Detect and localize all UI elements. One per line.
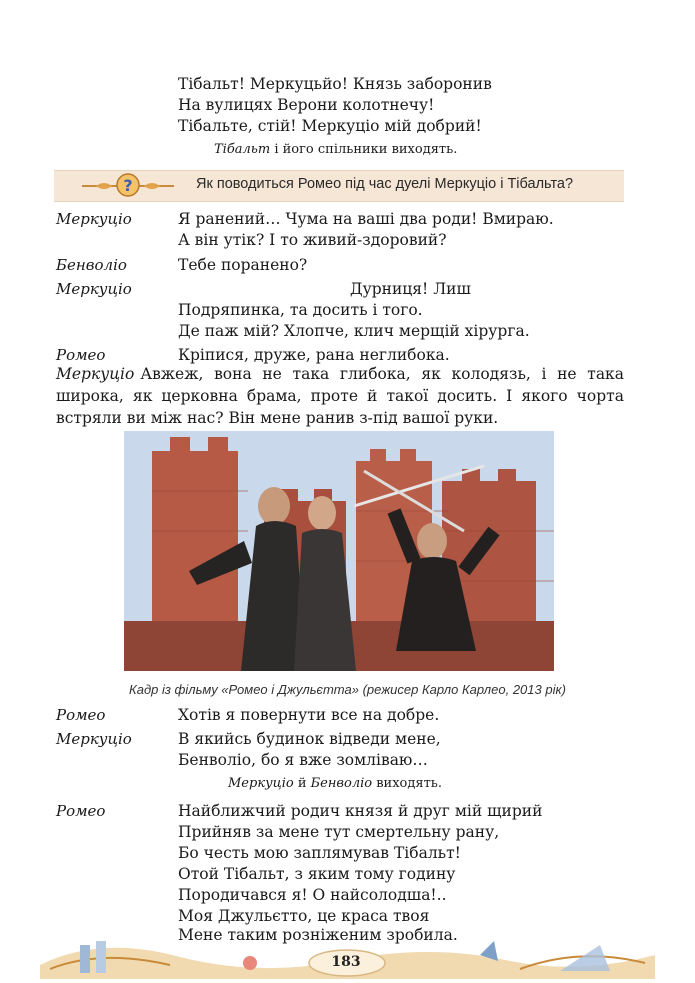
dialogue-line: Я ранений… Чума на ваші два роди! Вмираю. xyxy=(178,210,554,228)
dialogue-line: Кріпися, друже, рана неглибока. xyxy=(178,346,450,364)
speaker-name: Меркуціо xyxy=(56,365,135,383)
dialogue-line: Бенволіо, бо я вже зомліваю… xyxy=(178,751,428,769)
dialogue-line: В якийсь будинок відведи мене, xyxy=(178,730,441,748)
speaker-name: Ромео xyxy=(56,706,106,724)
stage-name: Тібальт xyxy=(214,142,271,157)
film-still-image xyxy=(124,431,554,671)
dialogue-line: Моя Джульєтто, це краса твоя xyxy=(178,907,430,925)
dialogue-line: Породичався я! О найсолодша!.. xyxy=(178,886,447,904)
dialogue-line: Найближчий родич князя й друг мій щирий xyxy=(178,802,543,820)
verse-line: На вулицях Верони колотнечу! xyxy=(178,96,435,114)
stage-direction xyxy=(214,141,457,159)
speaker-name: Меркуціо xyxy=(56,280,132,298)
stage-name: Бенволіо xyxy=(310,776,373,791)
dialogue-line: Тебе поранено? xyxy=(178,256,308,274)
speaker-name: Ромео xyxy=(56,346,106,364)
dialogue-line: Де паж мій? Хлопче, клич мерщій хірурга. xyxy=(178,322,530,340)
prose-text: Авжеж, вона не така глибока, як колодязь, і не така широка, як церковна брама, проте й такої досить. І якого чорта встряли ви між нас? Він мене ранив з-під вашої руки. xyxy=(56,365,624,427)
verse-line: Тібальт! Меркуцьйо! Князь заборонив xyxy=(178,75,492,93)
speaker-name: Бенволіо xyxy=(56,256,127,274)
stage-rest: виходять. xyxy=(372,776,442,791)
dialogue-line: А він утік? І то живий-здоровий? xyxy=(178,231,447,249)
question-text: Як поводиться Ромео під час дуелі Меркуціо і Тібальта? xyxy=(196,176,574,192)
verse-line: Тібальте, стій! Меркуціо мій добрий! xyxy=(178,117,482,135)
stage-rest: і його спільники виходять. xyxy=(270,142,458,157)
dialogue-line: Прийняв за мене тут смертельну рану, xyxy=(178,823,500,841)
dialogue-line: Хотів я повернути все на добре. xyxy=(178,706,440,724)
stage-name: Меркуціо xyxy=(228,776,294,791)
prose-paragraph xyxy=(56,363,624,429)
stage-conj: й xyxy=(293,776,311,791)
dialogue-line: Мене таким розніженим зробила. xyxy=(178,926,458,944)
dialogue-line: Дурниця! Лиш xyxy=(350,280,471,298)
svg-text:?: ? xyxy=(123,176,133,195)
dialogue-line: Отой Тібальт, з яким тому годину xyxy=(178,865,456,883)
question-icon xyxy=(78,171,178,199)
speaker-name: Меркуціо xyxy=(56,730,132,748)
dialogue-line: Подряпинка, та досить і того. xyxy=(178,301,423,319)
speaker-name: Ромео xyxy=(56,802,106,820)
speaker-name: Меркуціо xyxy=(56,210,132,228)
page-number: 183 xyxy=(331,954,361,970)
dialogue-line: Бо честь мою заплямував Тібальт! xyxy=(178,844,461,862)
stage-direction xyxy=(228,775,442,793)
image-caption: Кадр із фільму «Ромео і Джульєтта» (режисер Карло Карлео, 2013 рік) xyxy=(129,682,566,697)
